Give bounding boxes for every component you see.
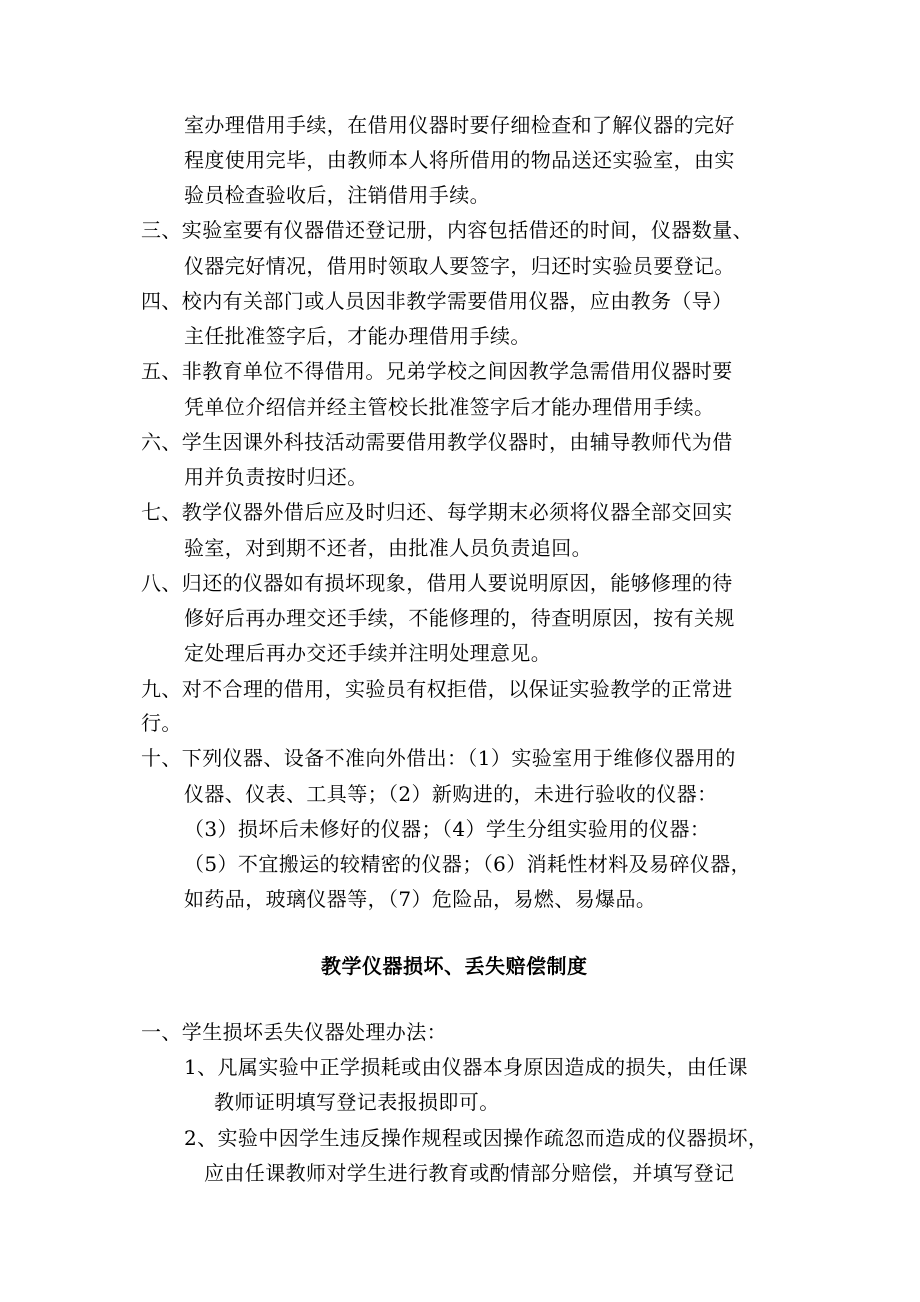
item-10-line-5: 如药品，玻璃仪器等，（7）危险品，易燃、易爆品。 — [184, 887, 657, 911]
part-1-heading: 一、学生损坏丢失仪器处理办法： — [141, 1020, 447, 1044]
item-10-line-1: 十、下列仪器、设备不准向外借出：（1）实验室用于维修仪器用的 — [141, 746, 736, 770]
section-title: 教学仪器损坏、丢失赔偿制度 — [321, 954, 588, 978]
item-10-line-4: （5）不宜搬运的较精密的仪器；（6）消耗性材料及易碎仪器， — [184, 852, 752, 876]
item-6-line-1: 六、学生因课外科技活动需要借用教学仪器时，由辅导教师代为借 — [141, 430, 733, 454]
item-8-line-3: 定处理后再办交还手续并注明处理意见。 — [184, 641, 552, 665]
item-4-line-1: 四、校内有关部门或人员因非教学需要借用仪器，应由教务（导） — [141, 289, 733, 313]
item-8-line-2: 修好后再办理交还手续，不能修理的，待查明原因，按有关规 — [184, 606, 735, 630]
item-10-line-3: （3）损坏后未修好的仪器；（4）学生分组实验用的仪器： — [184, 817, 711, 841]
item-2-line-3: 验员检查验收后，注销借用手续。 — [184, 183, 490, 207]
item-3-line-1: 三、实验室要有仪器借还登记册，内容包括借还的时间，仪器数量、 — [141, 218, 753, 242]
item-10-line-2: 仪器、仪表、工具等；（2）新购进的，未进行验收的仪器： — [184, 782, 718, 806]
item-2-line-1: 室办理借用手续，在借用仪器时要仔细检查和了解仪器的完好 — [184, 113, 735, 137]
sub-item-1-line-2: 教师证明填写登记表报损即可。 — [214, 1090, 500, 1114]
item-7-line-2: 验室，对到期不还者，由批准人员负责追回。 — [184, 536, 592, 560]
sub-item-1-line-1: 1、凡属实验中正学损耗或由仪器本身原因造成的损失，由任课 — [184, 1055, 748, 1079]
item-8-line-1: 八、归还的仪器如有损坏现象，借用人要说明原因，能够修理的待 — [141, 571, 733, 595]
sub-item-2-line-2: 应由任课教师对学生进行教育或酌情部分赔偿，并填写登记 — [204, 1161, 735, 1185]
item-4-line-2: 主任批准签字后，才能办理借用手续。 — [184, 324, 531, 348]
item-5-line-2: 凭单位介绍信并经主管校长批准签字后才能办理借用手续。 — [184, 395, 715, 419]
item-6-line-2: 用并负责按时归还。 — [184, 465, 368, 489]
item-9-line-2: 行。 — [141, 711, 182, 735]
item-9-line-1: 九、对不合理的借用，实验员有权拒借，以保证实验教学的正常进 — [141, 677, 733, 701]
item-7-line-1: 七、教学仪器外借后应及时归还、每学期末必须将仪器全部交回实 — [141, 500, 733, 524]
item-5-line-1: 五、非教育单位不得借用。兄弟学校之间因教学急需借用仪器时要 — [141, 359, 733, 383]
item-3-line-2: 仪器完好情况，借用时领取人要签字，归还时实验员要登记。 — [184, 254, 735, 278]
sub-item-2-line-1: 2、实验中因学生违反操作规程或因操作疏忽而造成的仪器损坏， — [184, 1126, 769, 1150]
item-2-line-2: 程度使用完毕，由教师本人将所借用的物品送还实验室，由实 — [184, 148, 735, 172]
